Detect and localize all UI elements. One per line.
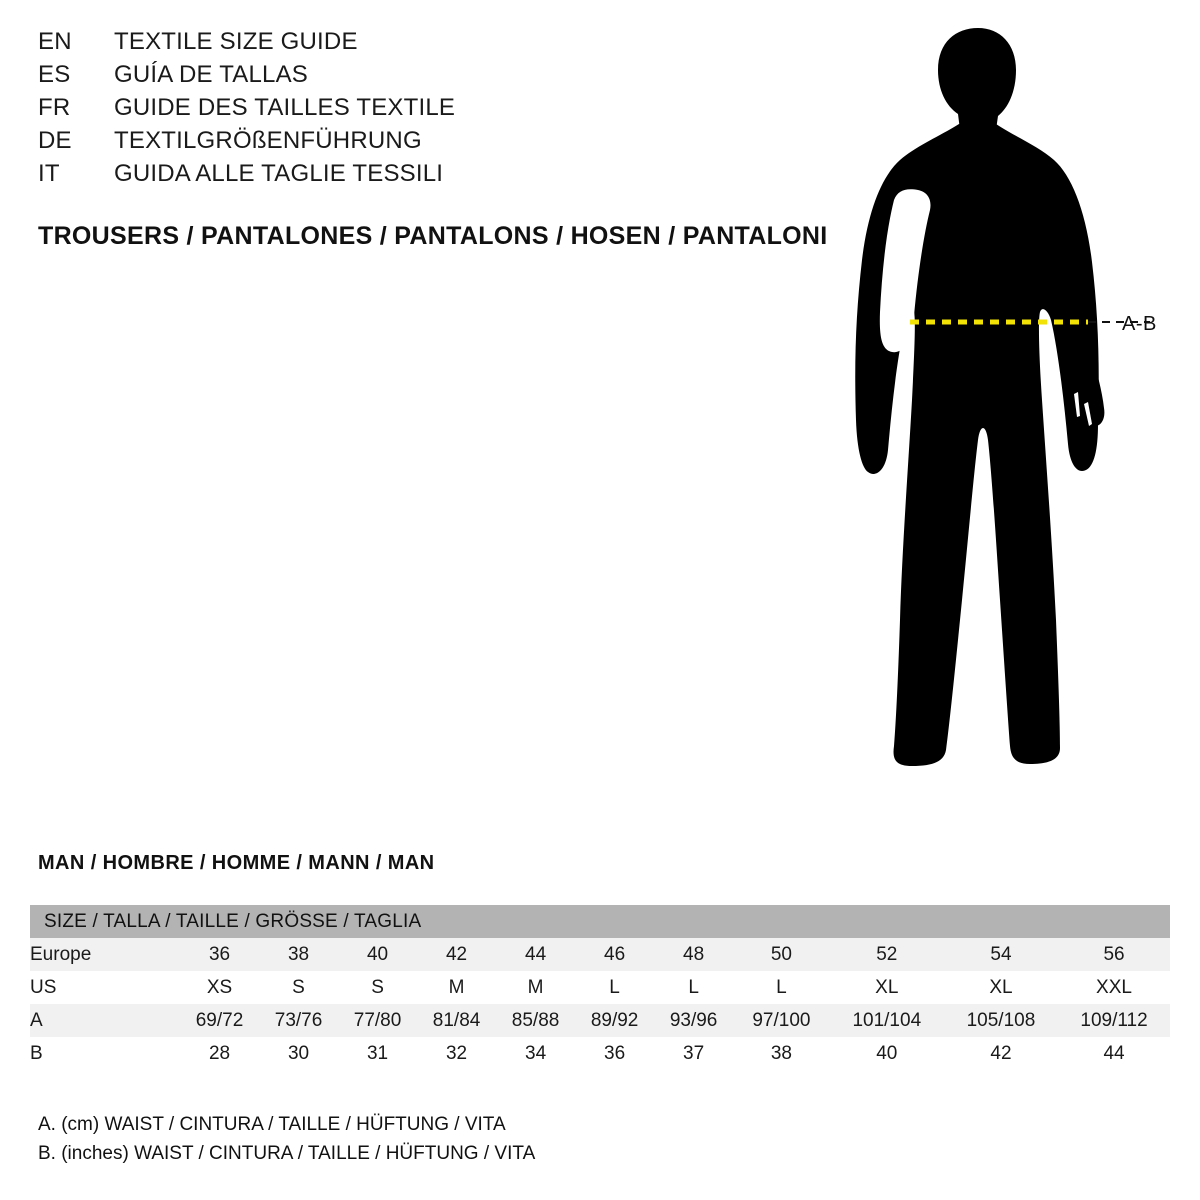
table-cell: 105/108 <box>944 1004 1058 1037</box>
table-cell: 52 <box>830 938 944 971</box>
language-title: TEXTILGRÖßENFÜHRUNG <box>114 127 422 154</box>
table-cell: 101/104 <box>830 1004 944 1037</box>
table-cell: 73/76 <box>259 1004 338 1037</box>
table-cell: 81/84 <box>417 1004 496 1037</box>
language-list <box>38 28 798 193</box>
gender-section-label: MAN / HOMBRE / HOMME / MANN / MAN <box>38 852 435 874</box>
table-cell: 85/88 <box>496 1004 575 1037</box>
table-cell: 46 <box>575 938 654 971</box>
table-cell: M <box>417 971 496 1004</box>
row-label: A <box>30 1004 180 1037</box>
table-cell: XL <box>830 971 944 1004</box>
table-cell: 32 <box>417 1037 496 1070</box>
figure-illustration <box>820 20 1180 800</box>
language-code: ES <box>38 61 71 88</box>
table-cell: 69/72 <box>180 1004 259 1037</box>
table-cell: L <box>733 971 830 1004</box>
table-row <box>30 971 1170 1004</box>
table-row <box>30 938 1170 971</box>
size-table <box>30 905 1170 1070</box>
table-header-title: SIZE / TALLA / TAILLE / GRÖSSE / TAGLIA <box>30 905 1170 938</box>
table-cell: XL <box>944 971 1058 1004</box>
row-label: US <box>30 971 180 1004</box>
language-code: EN <box>38 28 72 55</box>
table-row <box>30 1037 1170 1070</box>
table-cell: 34 <box>496 1037 575 1070</box>
language-row <box>38 94 798 127</box>
language-title: GUIDE DES TAILLES TEXTILE <box>114 94 456 121</box>
table-cell: 89/92 <box>575 1004 654 1037</box>
table-cell: 77/80 <box>338 1004 417 1037</box>
language-code: DE <box>38 127 72 154</box>
table-header-row <box>30 905 1170 938</box>
table-cell: 50 <box>733 938 830 971</box>
table-cell: 42 <box>417 938 496 971</box>
table-cell: 109/112 <box>1058 1004 1170 1037</box>
table-row <box>30 1004 1170 1037</box>
man-silhouette-icon <box>820 20 1180 800</box>
table-cell: 38 <box>259 938 338 971</box>
table-cell: L <box>575 971 654 1004</box>
table-cell: S <box>259 971 338 1004</box>
language-row <box>38 61 798 94</box>
table-cell: 37 <box>654 1037 733 1070</box>
measure-label-ab: A-B <box>1122 313 1157 335</box>
table-cell: 30 <box>259 1037 338 1070</box>
garment-type-title: TROUSERS / PANTALONES / PANTALONS / HOSEN / PANTALONI <box>38 222 828 250</box>
row-label: Europe <box>30 938 180 971</box>
table-cell: M <box>496 971 575 1004</box>
language-row <box>38 28 798 61</box>
footnotes <box>38 1110 535 1168</box>
table-cell: 48 <box>654 938 733 971</box>
table-cell: 40 <box>338 938 417 971</box>
table-cell: S <box>338 971 417 1004</box>
table-cell: XXL <box>1058 971 1170 1004</box>
language-row <box>38 160 798 193</box>
table-cell: 56 <box>1058 938 1170 971</box>
table-cell: 38 <box>733 1037 830 1070</box>
language-title: TEXTILE SIZE GUIDE <box>114 28 358 55</box>
language-code: IT <box>38 160 60 187</box>
table-cell: XS <box>180 971 259 1004</box>
table-cell: L <box>654 971 733 1004</box>
table-cell: 28 <box>180 1037 259 1070</box>
table-cell: 93/96 <box>654 1004 733 1037</box>
table-cell: 31 <box>338 1037 417 1070</box>
footnote-a: A. (cm) WAIST / CINTURA / TAILLE / HÜFTUNG / VITA <box>38 1114 506 1135</box>
table-cell: 54 <box>944 938 1058 971</box>
language-title: GUIDA ALLE TAGLIE TESSILI <box>114 160 444 187</box>
row-label: B <box>30 1037 180 1070</box>
footnote-b: B. (inches) WAIST / CINTURA / TAILLE / HÜFTUNG / VITA <box>38 1143 536 1164</box>
table-cell: 42 <box>944 1037 1058 1070</box>
table-cell: 36 <box>575 1037 654 1070</box>
table-cell: 97/100 <box>733 1004 830 1037</box>
table-cell: 44 <box>1058 1037 1170 1070</box>
language-title: GUÍA DE TALLAS <box>114 61 308 88</box>
table-cell: 36 <box>180 938 259 971</box>
language-row <box>38 127 798 160</box>
table-cell: 44 <box>496 938 575 971</box>
table-cell: 40 <box>830 1037 944 1070</box>
language-code: FR <box>38 94 71 121</box>
